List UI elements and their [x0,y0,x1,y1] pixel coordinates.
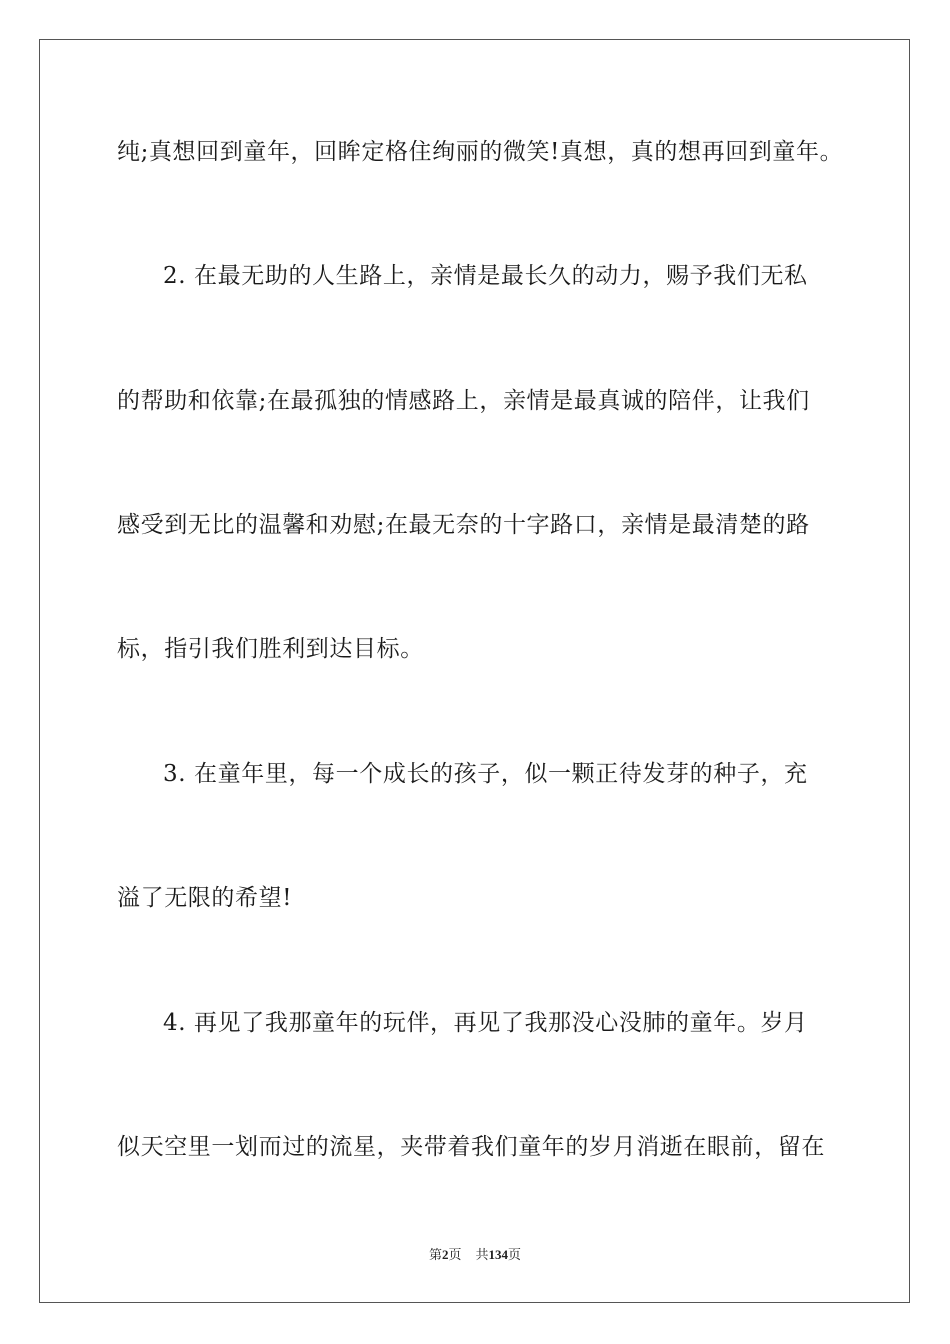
page-border [39,39,910,1303]
body-text-line: 标，指引我们胜利到达目标。 [117,636,424,662]
body-text-line: 纯;真想回到童年，回眸定格住绚丽的微笑!真想，真的想再回到童年。 [117,139,844,165]
page-total-prefix: 共 [475,1247,489,1262]
body-text-line: 3. 在童年里，每一个成长的孩子，似一颗正待发芽的种子，充 [163,761,808,787]
body-text-line: 感受到无比的温馨和劝慰;在最无奈的十字路口，亲情是最清楚的路 [117,512,810,538]
page-number-prefix: 第 [428,1247,442,1262]
body-text-line: 2. 在最无助的人生路上，亲情是最长久的动力，赐予我们无私 [163,263,808,289]
body-text-line: 4. 再见了我那童年的玩伴，再见了我那没心没肺的童年。岁月 [163,1010,808,1036]
page-total-suffix: 页 [508,1247,522,1262]
page-footer [0,1246,950,1264]
body-text-line: 的帮助和依靠;在最孤独的情感路上，亲情是最真诚的陪伴，让我们 [117,388,810,414]
page-total-count: 134 [488,1247,509,1262]
body-text-line: 溢了无限的希望! [117,885,293,911]
body-text-line: 似天空里一划而过的流星，夹带着我们童年的岁月消逝在眼前，留在 [117,1134,825,1160]
page-number-suffix: 页 [448,1247,462,1262]
page-number-current: 2 [441,1247,449,1262]
